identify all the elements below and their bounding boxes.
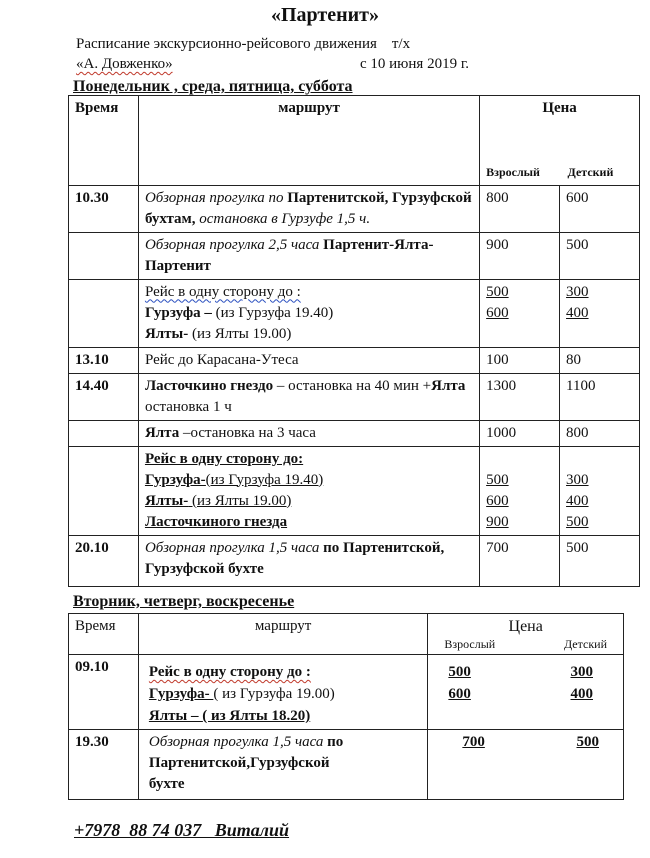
table-row <box>69 232 640 279</box>
row-time <box>69 232 139 279</box>
col-adult-header: Взрослый <box>480 160 560 186</box>
row-route: Рейс в одну сторону до : Гурзуфа- ( из Гурзуфа 19.00) Ялты – ( из Ялты 18.20) <box>138 655 427 730</box>
row-route: Ялта –остановка на 3 часа <box>138 420 479 446</box>
row-prices: 500 300 600 400 <box>428 655 624 730</box>
row-route: Обзорная прогулка по Партенитской, Гурзуфской бухтам, остановка в Гурзуфе 1,5 ч. <box>138 185 479 232</box>
price-header-cell <box>428 614 624 655</box>
table-row <box>69 373 640 420</box>
col-route-header: маршрут <box>138 96 479 186</box>
schedule1-table <box>68 95 640 587</box>
row-time: 20.10 <box>69 535 139 586</box>
col-child-header: Детский <box>563 637 607 651</box>
row-route: Рейс в одну сторону до: Гурзуфа-(из Гурзуфа 19.40) Ялты- (из Ялты 19.00) Ласточкиного гнезда <box>138 446 479 535</box>
row-child-price: 1100 <box>560 373 640 420</box>
row-adult-price: 700 <box>480 535 560 586</box>
schedule1-days: Понедельник , среда, пятница, суббота <box>73 78 353 95</box>
row-prices: 700 500 <box>428 730 624 800</box>
row-time: 10.30 <box>69 185 139 232</box>
row-child-price: 300 400 <box>560 279 640 347</box>
row-route: Ласточкино гнездо – остановка на 40 мин +Ялта остановка 1 ч <box>138 373 479 420</box>
col-child-header: Детский <box>560 160 640 186</box>
row-adult-price: 1000 <box>480 420 560 446</box>
row-adult-price: 100 <box>480 347 560 373</box>
col-price-header: Цена <box>480 96 640 160</box>
row-time: 09.10 <box>69 655 139 730</box>
table-row <box>69 347 640 373</box>
col-time-header: Время <box>69 96 139 186</box>
row-child-price: 800 <box>560 420 640 446</box>
col-price-header: Цена <box>508 618 543 635</box>
row-adult-price: 500 600 <box>480 279 560 347</box>
table-row <box>69 655 624 730</box>
ship-line <box>76 56 496 73</box>
row-route: Обзорная прогулка 1,5 часа по Партенитской,Гурзуфской бухте <box>138 730 427 800</box>
ship-name: «А. Довженко» <box>76 56 173 72</box>
row-time: 13.10 <box>69 347 139 373</box>
schedule2-days: Вторник, четверг, воскресенье <box>73 593 295 610</box>
contact-phone: +7978 88 74 037 Виталий <box>74 820 290 840</box>
table-row <box>69 535 640 586</box>
start-date: с 10 июня 2019 г. <box>360 56 470 72</box>
schedule-subtitle: Расписание экскурсионно-рейсового движения т/х <box>76 36 411 52</box>
page-title: «Партенит» <box>271 4 379 26</box>
table-row <box>69 730 624 800</box>
row-route: Рейс до Карасана-Утеса <box>138 347 479 373</box>
row-adult-price: 500 600 900 <box>480 446 560 535</box>
table-row <box>69 446 640 535</box>
row-child-price: 500 <box>560 232 640 279</box>
row-child-price: 80 <box>560 347 640 373</box>
row-adult-price: 1300 <box>480 373 560 420</box>
row-time <box>69 279 139 347</box>
row-adult-price: 800 <box>480 185 560 232</box>
col-adult-header: Взрослый <box>444 637 496 651</box>
table-row <box>69 279 640 347</box>
row-child-price: 600 <box>560 185 640 232</box>
row-route: Рейс в одну сторону до : Гурзуфа – (из Гурзуфа 19.40) Ялты- (из Ялты 19.00) <box>138 279 479 347</box>
row-adult-price: 900 <box>480 232 560 279</box>
table-row <box>69 420 640 446</box>
col-time-header: Время <box>69 614 139 655</box>
schedule2-table <box>68 613 624 800</box>
row-time <box>69 420 139 446</box>
row-time: 19.30 <box>69 730 139 800</box>
row-time: 14.40 <box>69 373 139 420</box>
row-route: Обзорная прогулка 1,5 часа по Партенитской, Гурзуфской бухте <box>138 535 479 586</box>
row-child-price: 500 <box>560 535 640 586</box>
row-time <box>69 446 139 535</box>
table-row <box>69 185 640 232</box>
row-child-price: 300 400 500 <box>560 446 640 535</box>
row-route: Обзорная прогулка 2,5 часа Партенит-Ялта-Партенит <box>138 232 479 279</box>
col-route-header: маршрут <box>138 614 427 655</box>
